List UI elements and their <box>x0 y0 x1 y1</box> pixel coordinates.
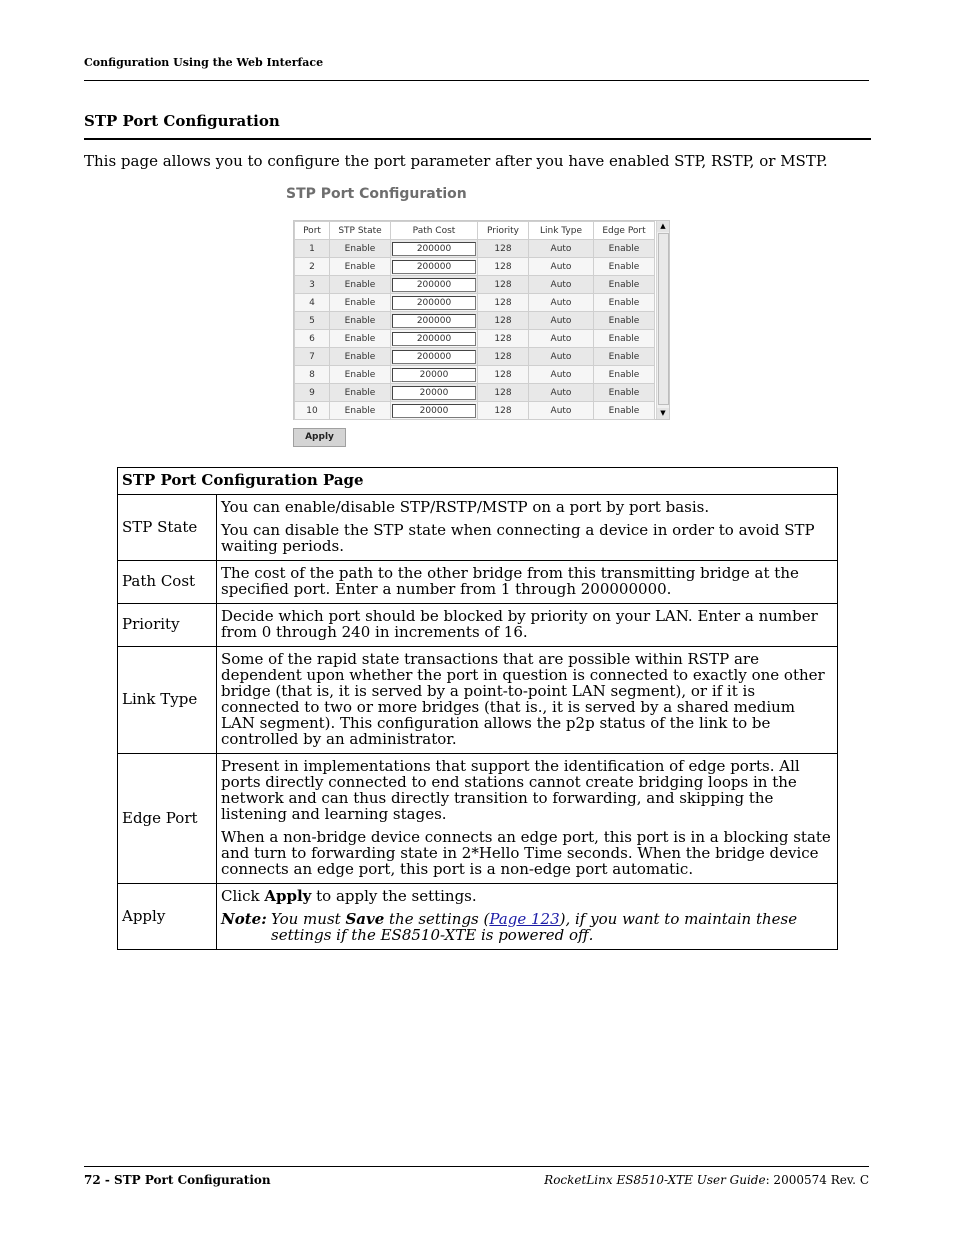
link-type-cell[interactable]: Auto <box>529 258 594 276</box>
link-type-cell[interactable]: Auto <box>529 276 594 294</box>
port-number-cell: 3 <box>295 276 330 294</box>
running-header: Configuration Using the Web Interface <box>84 56 324 69</box>
path-cost-cell[interactable] <box>391 312 478 330</box>
col-stp-state: STP State <box>330 222 391 240</box>
port-grid <box>293 220 670 420</box>
ref-row-description <box>217 495 838 561</box>
ref-row-description <box>217 647 838 754</box>
description-paragraph: Present in implementations that support the identification of edge ports. All ports directly connected to end stations cannot create bridging loops in the network and can thus directly transition to forwarding, and skipping the listening and learning stages. <box>221 757 800 823</box>
port-number-cell: 2 <box>295 258 330 276</box>
priority-cell[interactable]: 128 <box>478 276 529 294</box>
ref-row-link-type <box>118 647 838 754</box>
stp-state-cell[interactable]: Enable <box>330 366 391 384</box>
edge-port-cell[interactable]: Enable <box>594 330 655 348</box>
port-number-cell: 6 <box>295 330 330 348</box>
path-cost-input[interactable]: 200000 <box>392 260 476 274</box>
path-cost-input[interactable]: 200000 <box>392 242 476 256</box>
port-row <box>295 402 655 420</box>
stp-state-cell[interactable]: Enable <box>330 384 391 402</box>
description-paragraph: Some of the rapid state transactions that are possible within RSTP are dependent upon whether the port in question is connected to exactly one other bridge (that is, it is served by a point-to-point LAN segment), or if it is connected to two or more bridges (that is., it is served by a shared medium LAN segment). This configuration allows the p2p status of the link to be controlled by an administrator. <box>221 650 825 748</box>
ref-table-heading: STP Port Configuration Page <box>118 468 838 495</box>
port-row <box>295 366 655 384</box>
description-paragraph: You can enable/disable STP/RSTP/MSTP on a port by port basis. <box>221 498 710 516</box>
ref-row-label: STP State <box>118 495 217 561</box>
page-123-link[interactable]: Page 123 <box>489 910 560 928</box>
text-run: ), if you want to maintain these settings if the ES8510-XTE is powered off. <box>271 910 798 944</box>
path-cost-cell[interactable] <box>391 258 478 276</box>
path-cost-cell[interactable] <box>391 348 478 366</box>
path-cost-cell[interactable] <box>391 276 478 294</box>
edge-port-cell[interactable]: Enable <box>594 348 655 366</box>
stp-state-cell[interactable]: Enable <box>330 330 391 348</box>
intro-paragraph: This page allows you to configure the port parameter after you have enabled STP, RSTP, or MSTP. <box>84 152 828 170</box>
col-link-type: Link Type <box>529 222 594 240</box>
port-table <box>294 221 655 420</box>
ref-row-path-cost <box>118 561 838 604</box>
priority-cell[interactable]: 128 <box>478 366 529 384</box>
port-row <box>295 330 655 348</box>
edge-port-cell[interactable]: Enable <box>594 240 655 258</box>
col-path-cost: Path Cost <box>391 222 478 240</box>
edge-port-cell[interactable]: Enable <box>594 366 655 384</box>
path-cost-cell[interactable] <box>391 402 478 420</box>
path-cost-input[interactable]: 20000 <box>392 386 476 400</box>
port-row <box>295 384 655 402</box>
priority-cell[interactable]: 128 <box>478 312 529 330</box>
path-cost-input[interactable]: 20000 <box>392 368 476 382</box>
port-number-cell: 1 <box>295 240 330 258</box>
link-type-cell[interactable]: Auto <box>529 402 594 420</box>
ref-row-edge-port <box>118 754 838 884</box>
col-port: Port <box>295 222 330 240</box>
ref-row-label: Apply <box>118 884 217 950</box>
edge-port-cell[interactable]: Enable <box>594 312 655 330</box>
scroll-up-arrow-icon[interactable]: ▲ <box>657 221 669 232</box>
edge-port-cell[interactable]: Enable <box>594 402 655 420</box>
path-cost-cell[interactable] <box>391 384 478 402</box>
path-cost-input[interactable]: 20000 <box>392 404 476 418</box>
edge-port-cell[interactable]: Enable <box>594 258 655 276</box>
stp-state-cell[interactable]: Enable <box>330 276 391 294</box>
path-cost-input[interactable]: 200000 <box>392 314 476 328</box>
stp-state-cell[interactable]: Enable <box>330 348 391 366</box>
footer-guide-name: RocketLinx ES8510-XTE User Guide <box>544 1173 766 1187</box>
text-run: the settings ( <box>384 910 490 928</box>
path-cost-cell[interactable] <box>391 330 478 348</box>
link-type-cell[interactable]: Auto <box>529 330 594 348</box>
text-run: Click <box>221 887 265 905</box>
edge-port-cell[interactable]: Enable <box>594 276 655 294</box>
ref-row-label: Link Type <box>118 647 217 754</box>
description-paragraph: When a non-bridge device connects an edge port, this port is in a blocking state and turn to forwarding state in 2*Hello Time seconds. When the bridge device connects an edge port, this port is a non-edge port automatic. <box>221 828 831 878</box>
port-number-cell: 8 <box>295 366 330 384</box>
stp-state-cell[interactable]: Enable <box>330 258 391 276</box>
priority-cell[interactable]: 128 <box>478 258 529 276</box>
port-row <box>295 276 655 294</box>
port-row <box>295 312 655 330</box>
ref-row-description <box>217 604 838 647</box>
path-cost-input[interactable]: 200000 <box>392 278 476 292</box>
ref-row-label: Edge Port <box>118 754 217 884</box>
ref-row-label: Path Cost <box>118 561 217 604</box>
port-row <box>295 258 655 276</box>
priority-cell[interactable]: 128 <box>478 240 529 258</box>
description-paragraph: You can disable the STP state when connecting a device in order to avoid STP waiting periods. <box>221 521 815 555</box>
path-cost-input[interactable]: 200000 <box>392 332 476 346</box>
edge-port-cell[interactable]: Enable <box>594 384 655 402</box>
priority-cell[interactable]: 128 <box>478 348 529 366</box>
link-type-cell[interactable]: Auto <box>529 384 594 402</box>
port-number-cell: 10 <box>295 402 330 420</box>
section-title: STP Port Configuration <box>84 112 280 130</box>
ref-row-label: Priority <box>118 604 217 647</box>
footer-doc-number: : 2000574 Rev. C <box>765 1173 869 1187</box>
ref-row-description <box>217 754 838 884</box>
link-type-cell[interactable]: Auto <box>529 240 594 258</box>
scroll-down-arrow-icon[interactable]: ▼ <box>657 408 669 419</box>
path-cost-cell[interactable] <box>391 366 478 384</box>
ref-row-priority <box>118 604 838 647</box>
text-run: to apply the settings. <box>311 887 477 905</box>
footer-rule <box>84 1166 869 1167</box>
priority-cell[interactable]: 128 <box>478 384 529 402</box>
port-table-header <box>295 222 655 240</box>
port-row <box>295 294 655 312</box>
footer-page-label: 72 - STP Port Configuration <box>84 1173 271 1187</box>
path-cost-cell[interactable] <box>391 294 478 312</box>
path-cost-cell[interactable] <box>391 240 478 258</box>
path-cost-input[interactable]: 200000 <box>392 296 476 310</box>
port-number-cell: 9 <box>295 384 330 402</box>
note-label: Note: <box>221 910 267 928</box>
section-rule <box>84 138 871 140</box>
apply-keyword: Apply <box>264 887 312 905</box>
scroll-thumb[interactable] <box>658 233 669 405</box>
col-priority: Priority <box>478 222 529 240</box>
save-keyword: Save <box>345 910 385 928</box>
priority-cell[interactable]: 128 <box>478 330 529 348</box>
stp-state-cell[interactable]: Enable <box>330 294 391 312</box>
priority-cell[interactable]: 128 <box>478 294 529 312</box>
grid-scrollbar[interactable] <box>656 221 669 419</box>
port-number-cell: 5 <box>295 312 330 330</box>
ref-row-apply <box>118 884 838 950</box>
port-number-cell: 4 <box>295 294 330 312</box>
priority-cell[interactable]: 128 <box>478 402 529 420</box>
port-row <box>295 348 655 366</box>
text-run: You must <box>271 910 346 928</box>
note-text <box>271 911 832 943</box>
stp-port-config-reference-table <box>117 467 838 950</box>
stp-state-cell[interactable]: Enable <box>330 402 391 420</box>
description-paragraph <box>221 888 832 904</box>
screenshot-title: STP Port Configuration <box>286 186 467 202</box>
header-rule <box>84 80 869 81</box>
ref-row-description <box>217 561 838 604</box>
apply-button[interactable]: Apply <box>293 428 346 447</box>
link-type-cell[interactable]: Auto <box>529 312 594 330</box>
footer-doc-title <box>544 1173 869 1187</box>
description-paragraph: Decide which port should be blocked by priority on your LAN. Enter a number from 0 through 240 in increments of 16. <box>221 607 818 641</box>
stp-state-cell[interactable]: Enable <box>330 312 391 330</box>
col-edge-port: Edge Port <box>594 222 655 240</box>
path-cost-input[interactable]: 200000 <box>392 350 476 364</box>
description-paragraph: The cost of the path to the other bridge from this transmitting bridge at the specified port. Enter a number from 1 through 200000000. <box>221 564 799 598</box>
note <box>221 911 832 943</box>
edge-port-cell[interactable]: Enable <box>594 294 655 312</box>
link-type-cell[interactable]: Auto <box>529 294 594 312</box>
port-row <box>295 240 655 258</box>
ref-row-stp-state <box>118 495 838 561</box>
stp-state-cell[interactable]: Enable <box>330 240 391 258</box>
port-number-cell: 7 <box>295 348 330 366</box>
link-type-cell[interactable]: Auto <box>529 366 594 384</box>
ref-row-description <box>217 884 838 950</box>
link-type-cell[interactable]: Auto <box>529 348 594 366</box>
